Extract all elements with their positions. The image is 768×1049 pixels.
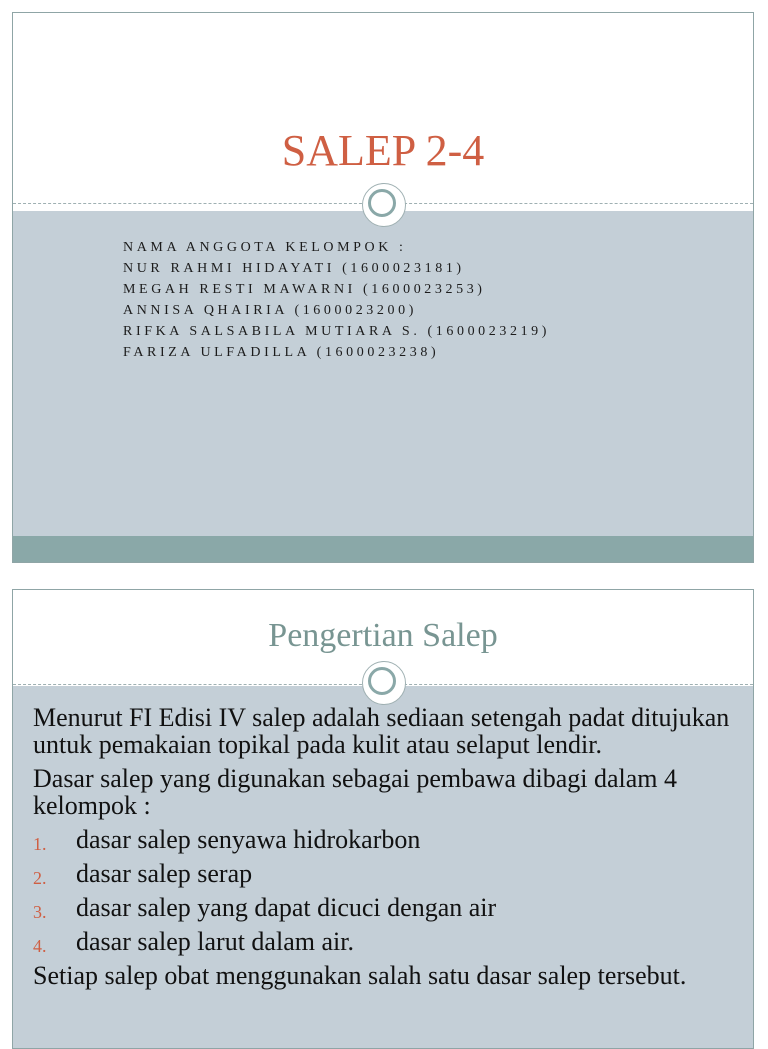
list-item — [33, 894, 743, 921]
base-list — [33, 826, 743, 955]
members-heading: NAMA ANGGOTA KELOMPOK : — [123, 240, 407, 255]
circle-ornament-icon — [362, 661, 406, 705]
list-text: dasar salep larut dalam air. — [76, 927, 354, 956]
title-slide — [12, 12, 754, 563]
section-title: Pengertian Salep — [268, 617, 498, 654]
slide-content — [33, 704, 743, 996]
list-item — [33, 928, 743, 955]
member-item: ANNISA QHAIRIA (1600023200) — [123, 303, 417, 318]
list-item — [33, 860, 743, 887]
member-item: FARIZA ULFADILLA (1600023238) — [123, 345, 440, 360]
list-text: dasar salep senyawa hidrokarbon — [76, 825, 421, 854]
list-text: dasar salep yang dapat dicuci dengan air — [76, 893, 497, 922]
list-number: 2. — [33, 868, 47, 888]
bottom-band — [13, 536, 753, 562]
circle-ornament-icon — [362, 183, 406, 227]
title-area — [13, 13, 753, 211]
list-number: 4. — [33, 936, 47, 956]
member-list — [123, 237, 550, 363]
base-intro-paragraph: Dasar salep yang digunakan sebagai pembawa dibagi dalam 4 kelompok : — [33, 764, 677, 820]
definition-paragraph: Menurut FI Edisi IV salep adalah sediaan setengah padat ditujukan untuk pemakaian topikal pada kulit atau selaput lendir. — [33, 703, 730, 759]
slide-title: SALEP 2-4 — [281, 126, 485, 175]
closing-paragraph: Setiap salep obat menggunakan salah satu dasar salep tersebut. — [33, 961, 687, 990]
member-item: MEGAH RESTI MAWARNI (1600023253) — [123, 282, 486, 297]
list-number: 3. — [33, 902, 47, 922]
content-slide — [12, 589, 754, 1049]
member-item: RIFKA SALSABILA MUTIARA S. (1600023219) — [123, 324, 551, 339]
list-text: dasar salep serap — [76, 859, 253, 888]
list-item — [33, 826, 743, 853]
member-item: NUR RAHMI HIDAYATI (1600023181) — [123, 261, 465, 276]
list-number: 1. — [33, 834, 47, 854]
